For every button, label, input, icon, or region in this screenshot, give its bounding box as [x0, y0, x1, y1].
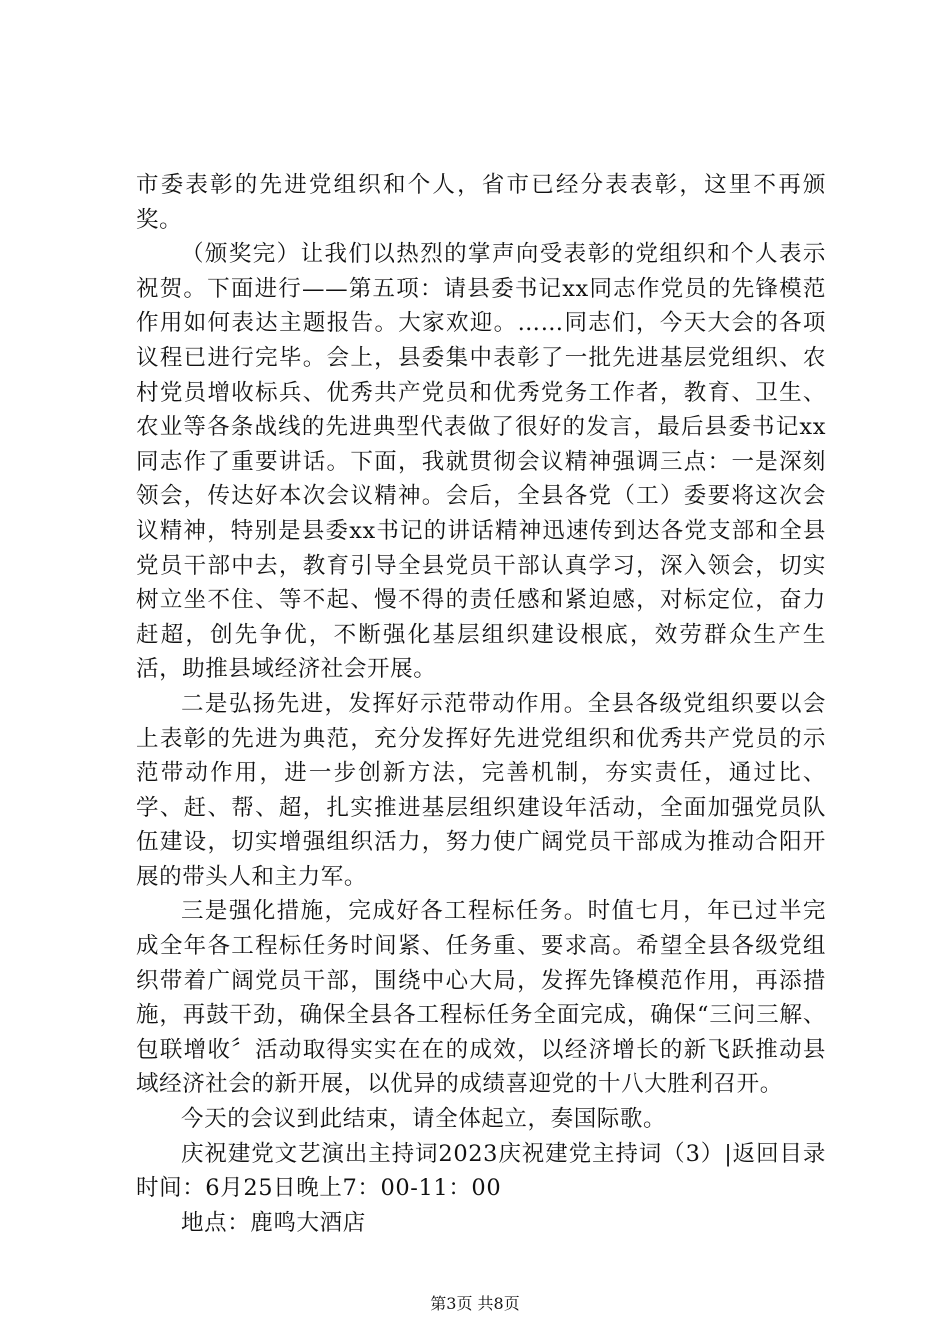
paragraph-location: 地点：鹿鸣大酒店	[181, 1209, 366, 1236]
paragraph-point-three: 三是强化措施，完成好各工程标任务。时值七月，年已过半完成全年各工程标任务时间紧、任务重、要求高。希望全县各级党组织带着广阔党员干部，围绕中心大局，发挥先锋模范作用，再添措施，再鼓干劲，确保全县各工程标任务全面完成，确保“三问三解、包联增收〞活动取得实实在在的成效，以经济增长的新飞跃推动县域经济社会的新开展，以优异的成绩喜迎党的十八大胜利召开。	[136, 898, 826, 1098]
document-body	[136, 168, 826, 1240]
page-number-footer: 第3页 共8页	[430, 1294, 520, 1313]
paragraph-continuation: 市委表彰的先进党组织和个人，省市已经分表表彰，这里不再颁奖。	[136, 172, 826, 233]
paragraph-award-and-summary: （颁奖完）让我们以热烈的掌声向受表彰的党组织和个人表示祝贺。下面进行——第五项：请县委书记xx同志作党员的先锋模范作用如何表达主题报告。大家欢迎。……同志们，今天大会的各项议程已进行完毕。会上，县委集中表彰了一批先进基层党组织、农村党员增收标兵、优秀共产党员和优秀党务工作者，教育、卫生、农业等各条战线的先进典型代表做了很好的发言，最后县委书记xx同志作了重要讲话。下面，我就贯彻会议精神强调三点：一是深刻领会，传达好本次会议精神。会后，全县各党（工）委要将这次会议精神，特别是县委xx书记的讲话精神迅速传到达各党支部和全县党员干部中去，教育引导全县党员干部认真学习，深入领会，切实树立坐不住、等不起、慢不得的责任感和紧迫感，对标定位，奋力赶超，创先争优，不断强化基层组织建设根底，效劳群众生产生活，助推县域经济社会开展。	[136, 241, 826, 683]
paragraph-closing: 今天的会议到此结束，请全体起立，奏国际歌。	[181, 1106, 667, 1133]
paragraph-next-section-title: 庆祝建党文艺演出主持词2023庆祝建党主持词（3）|返回目录时间：6月25日晚上7：00-11：00	[136, 1140, 826, 1202]
paragraph-point-two: 二是弘扬先进，发挥好示范带动作用。全县各级党组织要以会上表彰的先进为典范，充分发挥好先进党组织和优秀共产党员的示范带动作用，进一步创新方法，完善机制，夯实责任，通过比、学、赶、帮、超，扎实推进基层组织建设年活动，全面加强党员队伍建设，切实增强组织活力，努力使广阔党员干部成为推动合阳开展的带头人和主力军。	[136, 690, 826, 890]
